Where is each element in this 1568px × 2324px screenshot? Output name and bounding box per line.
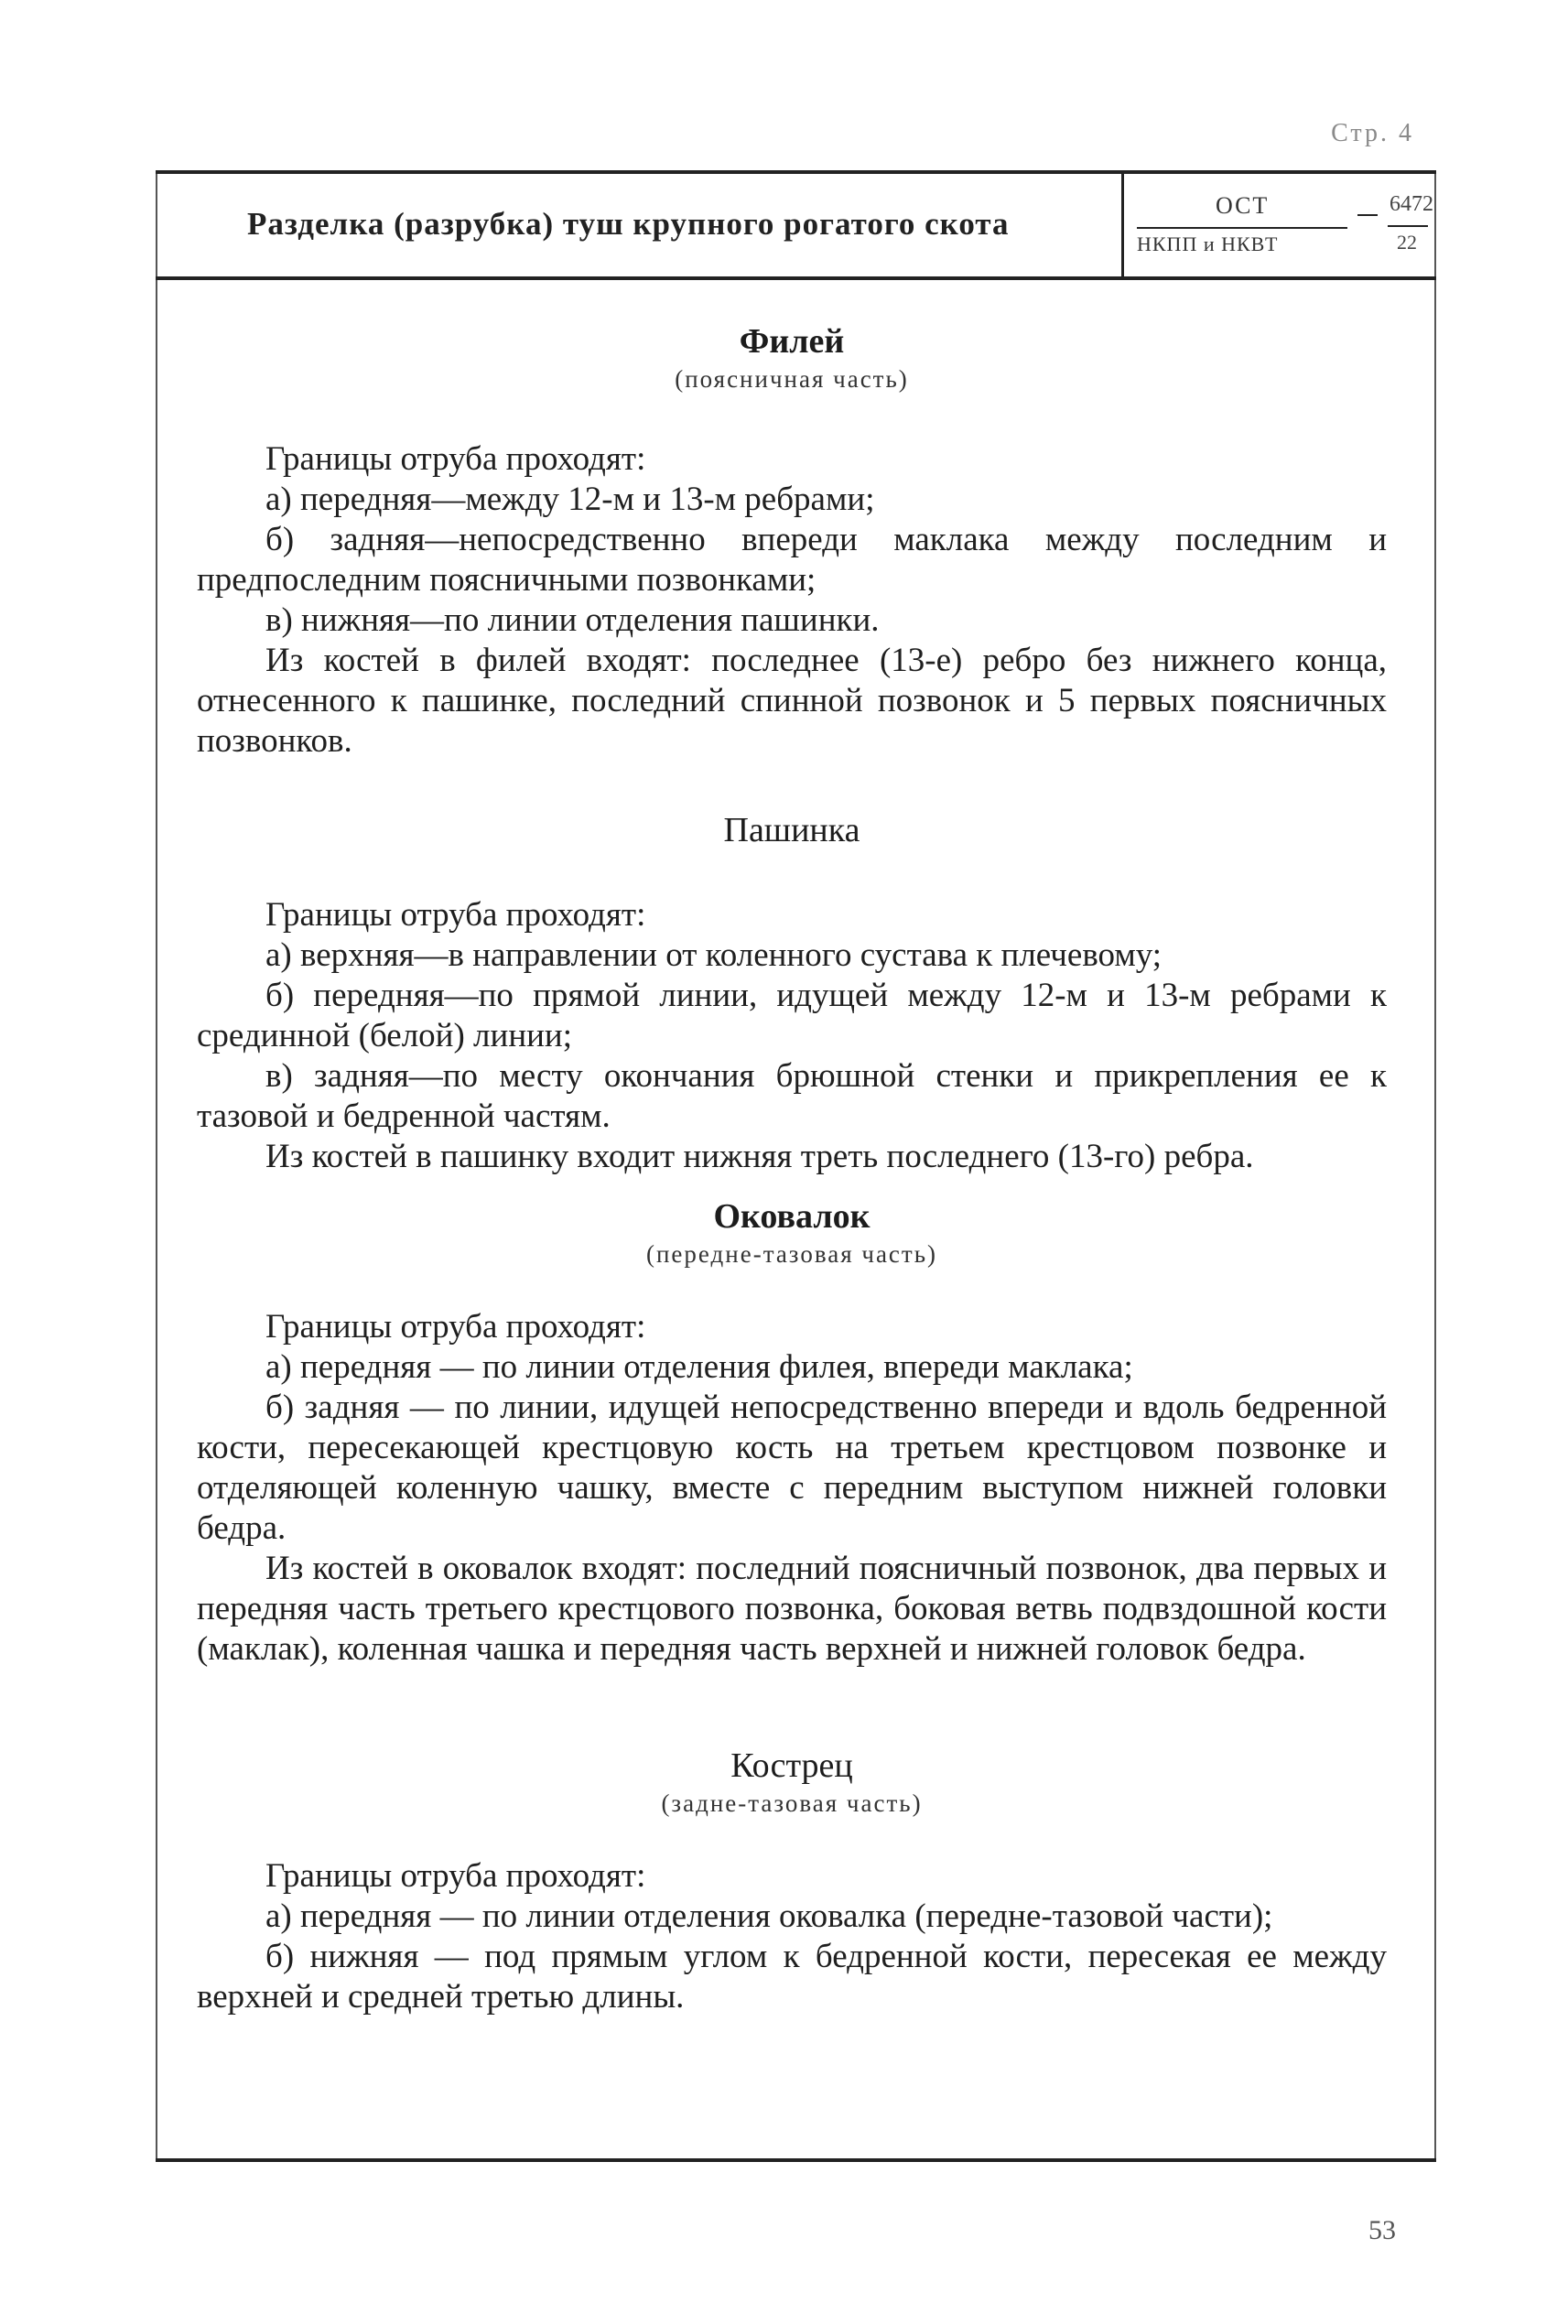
paragraph: а) верхняя—в направлении от коленного сустава к плечевому;: [265, 936, 1162, 974]
ost-dash: [1357, 214, 1378, 216]
section-subtitle: (передне-тазовая часть): [645, 1240, 938, 1268]
paragraph: а) передняя — по линии отделения филея, впереди маклака;: [265, 1348, 1133, 1386]
section-title: Пашинка: [723, 811, 860, 849]
standard-sheet: 22: [1397, 231, 1417, 254]
paragraph: б) нижняя — под прямым углом к бедренной кости, пересекая ее между верхней и средней третью длины.: [197, 1938, 1387, 2016]
paragraph: а) передняя—между 12-м и 13-м ребрами;: [265, 481, 875, 518]
document-body: [197, 320, 1387, 2017]
section-flank: [197, 809, 1387, 1177]
section-title: Филей: [739, 322, 845, 361]
page-number: 53: [1368, 2215, 1396, 2245]
page-label: Стр. 4: [1331, 119, 1414, 147]
paragraph: Границы отруба проходят:: [265, 1308, 646, 1346]
section-title: Оковалок: [713, 1197, 871, 1236]
section-filet: [197, 320, 1387, 762]
document-title: Разделка (разрубка) туш крупного рогатого скота: [247, 206, 1010, 242]
ost-authority: НКПП и НКВТ: [1137, 232, 1279, 255]
paragraph: в) нижняя—по линии отделения пашинки.: [265, 601, 880, 639]
section-rump-front: [197, 1195, 1387, 1670]
footer-rule: [156, 2158, 1436, 2162]
standard-number: 6472: [1390, 192, 1433, 216]
paragraph: б) передняя—по прямой линии, идущей между 12-м и 13-м ребрами к срединной (белой) линии;: [197, 977, 1387, 1054]
ost-label: ОСТ: [1216, 192, 1270, 219]
section-rump-rear: [197, 1745, 1387, 2017]
paragraph: Границы отруба проходят:: [265, 1857, 646, 1895]
paragraph: б) задняя — по линии, идущей непосредственно впереди и вдоль бедренной кости, пересекающей крестцовую кость на третьем крестцовом позвонке и отделяющей коленную чашку, вместе с передним выступом нижней головки бедра.: [197, 1389, 1387, 1547]
section-subtitle: (поясничная часть): [675, 365, 909, 393]
section-title: Кострец: [730, 1746, 853, 1785]
ost-fraction-line: [1137, 227, 1347, 229]
paragraph: в) задняя—по месту окончания брюшной стенки и прикрепления ее к тазовой и бедренной частям.: [197, 1057, 1387, 1135]
paragraph: а) передняя — по линии отделения оковалка (передне-тазовой части);: [265, 1897, 1273, 1935]
header-bottom-rule: [156, 276, 1436, 280]
paragraph: Границы отруба проходят:: [265, 440, 646, 478]
paragraph: б) задняя—непосредственно впереди маклака между последним и предпоследним поясничными позвонками;: [197, 521, 1387, 599]
paragraph: Из костей в оковалок входят: последний поясничный позвонок, два первых и передняя часть третьего крестцового позвонка, боковая ветвь подвздошной кости (маклак), коленная чашка и передняя часть верхней и нижней головок бедра.: [197, 1550, 1387, 1668]
number-fraction-line: [1388, 225, 1428, 227]
section-subtitle: (задне-тазовая часть): [661, 1789, 923, 1817]
paragraph: Границы отруба проходят:: [265, 896, 646, 934]
paragraph: Из костей в пашинку входит нижняя треть последнего (13-го) ребра.: [265, 1138, 1254, 1175]
standard-reference: [1121, 174, 1435, 276]
paragraph: Из костей в филей входят: последнее (13-е) ребро без нижнего конца, отнесенного к пашинке, последний спинной позвонок и 5 первых поясничных позвонков.: [197, 642, 1387, 760]
